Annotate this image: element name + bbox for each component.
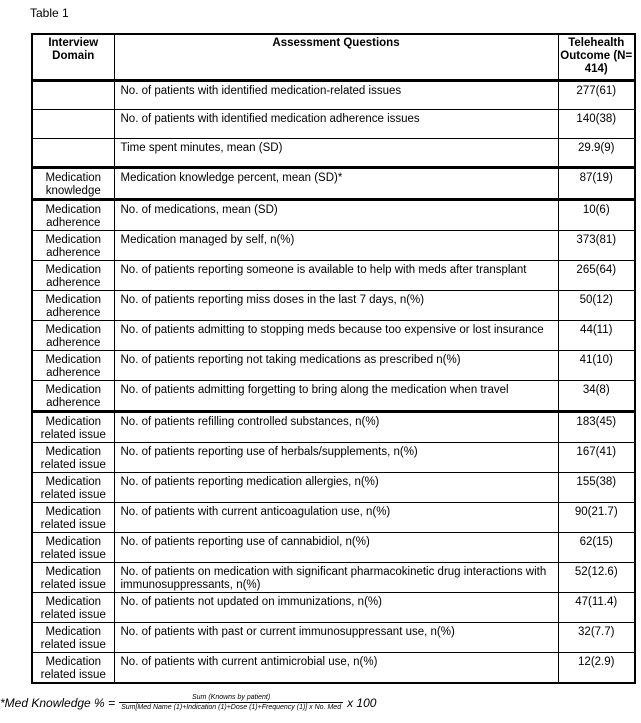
question-cell: Time spent minutes, mean (SD) — [114, 138, 558, 167]
outcome-cell: 10(6) — [558, 199, 635, 230]
outcome-cell: 265(64) — [558, 260, 635, 290]
table-caption: Table 1 — [30, 6, 69, 20]
outcome-cell: 52(12.6) — [558, 562, 635, 592]
header-interview-domain: Interview Domain — [32, 34, 114, 80]
domain-cell: Medication adherence — [32, 230, 114, 260]
formula-lhs: *Med Knowledge % = — [0, 695, 116, 710]
domain-cell: Medication related issue — [32, 442, 114, 472]
outcome-cell: 155(38) — [558, 472, 635, 502]
question-cell: No. of patients with current anticoagulation use, n(%) — [114, 502, 558, 532]
table-body — [32, 80, 635, 683]
domain-cell — [32, 138, 114, 167]
question-cell: No. of patients admitting to stopping meds because too expensive or lost insurance — [114, 320, 558, 350]
table-row — [32, 109, 635, 138]
table-row — [32, 138, 635, 167]
question-cell: No. of patients with identified medication adherence issues — [114, 109, 558, 138]
table-row — [32, 532, 635, 562]
assessment-table — [31, 33, 636, 684]
domain-cell: Medication adherence — [32, 380, 114, 411]
table-row — [32, 199, 635, 230]
table-row — [32, 350, 635, 380]
table-row — [32, 167, 635, 199]
outcome-cell: 167(41) — [558, 442, 635, 472]
outcome-cell: 140(38) — [558, 109, 635, 138]
table-row — [32, 442, 635, 472]
domain-cell: Medication adherence — [32, 199, 114, 230]
domain-cell: Medication related issue — [32, 622, 114, 652]
question-cell: No. of patients admitting forgetting to bring along the medication when travel — [114, 380, 558, 411]
table-row — [32, 290, 635, 320]
table-row — [32, 230, 635, 260]
table-row — [32, 592, 635, 622]
formula-numerator: Sum (Knowns by patient) — [191, 694, 271, 701]
formula-rhs: x 100 — [347, 695, 377, 710]
domain-cell: Medication related issue — [32, 411, 114, 442]
question-cell: No. of medications, mean (SD) — [114, 199, 558, 230]
question-cell: No. of patients with identified medication-related issues — [114, 80, 558, 109]
question-cell: No. of patients with current antimicrobial use, n(%) — [114, 652, 558, 683]
domain-cell: Medication knowledge — [32, 167, 114, 199]
domain-cell: Medication adherence — [32, 320, 114, 350]
table-row — [32, 562, 635, 592]
formula-denominator: Sum[Med Name (1)+Indication (1)+Dose (1)+Frequency (1)] x No. Med — [121, 704, 342, 711]
domain-cell: Medication related issue — [32, 472, 114, 502]
outcome-cell: 87(19) — [558, 167, 635, 199]
question-cell: Medication knowledge percent, mean (SD)* — [114, 167, 558, 199]
outcome-cell: 373(81) — [558, 230, 635, 260]
domain-cell: Medication related issue — [32, 562, 114, 592]
outcome-cell: 47(11.4) — [558, 592, 635, 622]
domain-cell: Medication related issue — [32, 532, 114, 562]
table-row — [32, 411, 635, 442]
domain-cell: Medication related issue — [32, 592, 114, 622]
outcome-cell: 44(11) — [558, 320, 635, 350]
header-assessment-questions: Assessment Questions — [114, 34, 558, 80]
outcome-cell: 183(45) — [558, 411, 635, 442]
outcome-cell: 62(15) — [558, 532, 635, 562]
table-row — [32, 380, 635, 411]
table-row — [32, 260, 635, 290]
table-header-row — [32, 34, 635, 80]
outcome-cell: 12(2.9) — [558, 652, 635, 683]
table-row — [32, 622, 635, 652]
outcome-cell: 41(10) — [558, 350, 635, 380]
question-cell: No. of patients not updated on immunizations, n(%) — [114, 592, 558, 622]
outcome-cell: 34(8) — [558, 380, 635, 411]
question-cell: No. of patients reporting use of cannabidiol, n(%) — [114, 532, 558, 562]
question-cell: No. of patients reporting not taking medications as prescribed n(%) — [114, 350, 558, 380]
header-telehealth-outcome: Telehealth Outcome (N= 414) — [558, 34, 635, 80]
table-row — [32, 502, 635, 532]
domain-cell: Medication related issue — [32, 652, 114, 683]
domain-cell: Medication adherence — [32, 350, 114, 380]
question-cell: Medication managed by self, n(%) — [114, 230, 558, 260]
table-row — [32, 80, 635, 109]
question-cell: No. of patients reporting miss doses in the last 7 days, n(%) — [114, 290, 558, 320]
domain-cell — [32, 80, 114, 109]
question-cell: No. of patients reporting use of herbals/supplements, n(%) — [114, 442, 558, 472]
outcome-cell: 32(7.7) — [558, 622, 635, 652]
domain-cell: Medication adherence — [32, 260, 114, 290]
formula-fraction — [119, 694, 343, 711]
table-row — [32, 320, 635, 350]
domain-cell: Medication adherence — [32, 290, 114, 320]
outcome-cell: 277(61) — [558, 80, 635, 109]
outcome-cell: 50(12) — [558, 290, 635, 320]
question-cell: No. of patients with past or current immunosuppressant use, n(%) — [114, 622, 558, 652]
question-cell: No. of patients reporting someone is available to help with meds after transplant — [114, 260, 558, 290]
domain-cell — [32, 109, 114, 138]
question-cell: No. of patients on medication with significant pharmacokinetic drug interactions with immunosuppressants, n(%) — [114, 562, 558, 592]
domain-cell: Medication related issue — [32, 502, 114, 532]
outcome-cell: 29.9(9) — [558, 138, 635, 167]
outcome-cell: 90(21.7) — [558, 502, 635, 532]
table-row — [32, 472, 635, 502]
question-cell: No. of patients reporting medication allergies, n(%) — [114, 472, 558, 502]
table-row — [32, 652, 635, 683]
formula-footnote — [0, 694, 376, 711]
question-cell: No. of patients refilling controlled substances, n(%) — [114, 411, 558, 442]
